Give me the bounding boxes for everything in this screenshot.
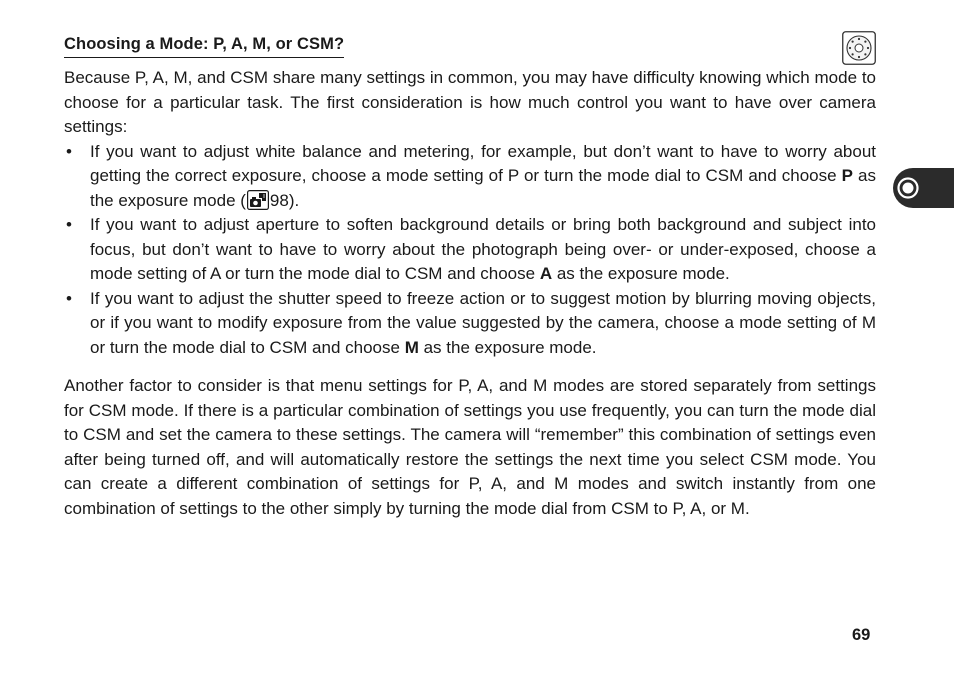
page-reference: 98 [269,190,289,210]
second-paragraph: Another factor to consider is that menu settings for P, A, and M modes are stored separately from settings for CSM mode. If there is a particular combination of settings you use frequently, you can turn the mode dial to CSM and set the camera to these settings. The camera will “remember” this combination of settings even after being turned off, and will automatically restore the settings the next time you select CSM mode. You can create a different combination of settings for P, A, and M modes and switch instantly from one combination of settings to the other simply by turning the mode dial from CSM to P, A, or M. [64,376,876,518]
bullet-marker: • [66,215,72,234]
shooting-menu-tab-icon [897,177,919,199]
mode-letter: P [841,166,853,185]
list-item-text: as the exposure mode. [552,264,730,283]
page-number: 69 [852,626,871,644]
list-item-text: ). [288,190,300,210]
bullet-list [64,140,876,361]
list-item [64,287,876,361]
list-item [64,140,876,214]
list-item-text: If you want to adjust white balance and metering, for example, but don’t want to have to worry about getting the correct exposure, choose a mode setting of P or turn the mode dial to CSM and choose [90,141,876,185]
mode-dial-icon [842,31,876,65]
list-item-text: If you want to adjust the shutter speed to freeze action or to suggest motion by blurring moving objects, or if you want to modify exposure from the value suggested by the camera, choose a mode setting of M or turn the mode dial to CSM and choose [90,288,876,357]
menu-reference-icon [247,190,269,210]
bullet-marker: • [66,288,72,308]
mode-letter: A [539,264,553,283]
list-item-text: as the exposure mode ( [90,166,876,210]
mode-letter: M [404,337,419,357]
list-item-text: as the exposure mode. [418,337,597,357]
list-item-text: If you want to adjust aperture to soften background details or bring both background and subject into focus, but don’t want to have to worry about the photograph being over- or under-exposed, choose a mode setting of A or turn the mode dial to CSM and choose [90,215,876,283]
list-item [64,213,876,287]
intro-paragraph: Because P, A, M, and CSM share many settings in common, you may have difficulty knowing which mode to choose for a particular task. The first consideration is how much control you want to have over camera settings: [64,68,876,136]
body-text [64,66,876,521]
section-heading: Choosing a Mode: P, A, M, or CSM? [64,35,344,58]
chapter-tab [893,168,954,208]
bullet-marker: • [66,141,72,161]
